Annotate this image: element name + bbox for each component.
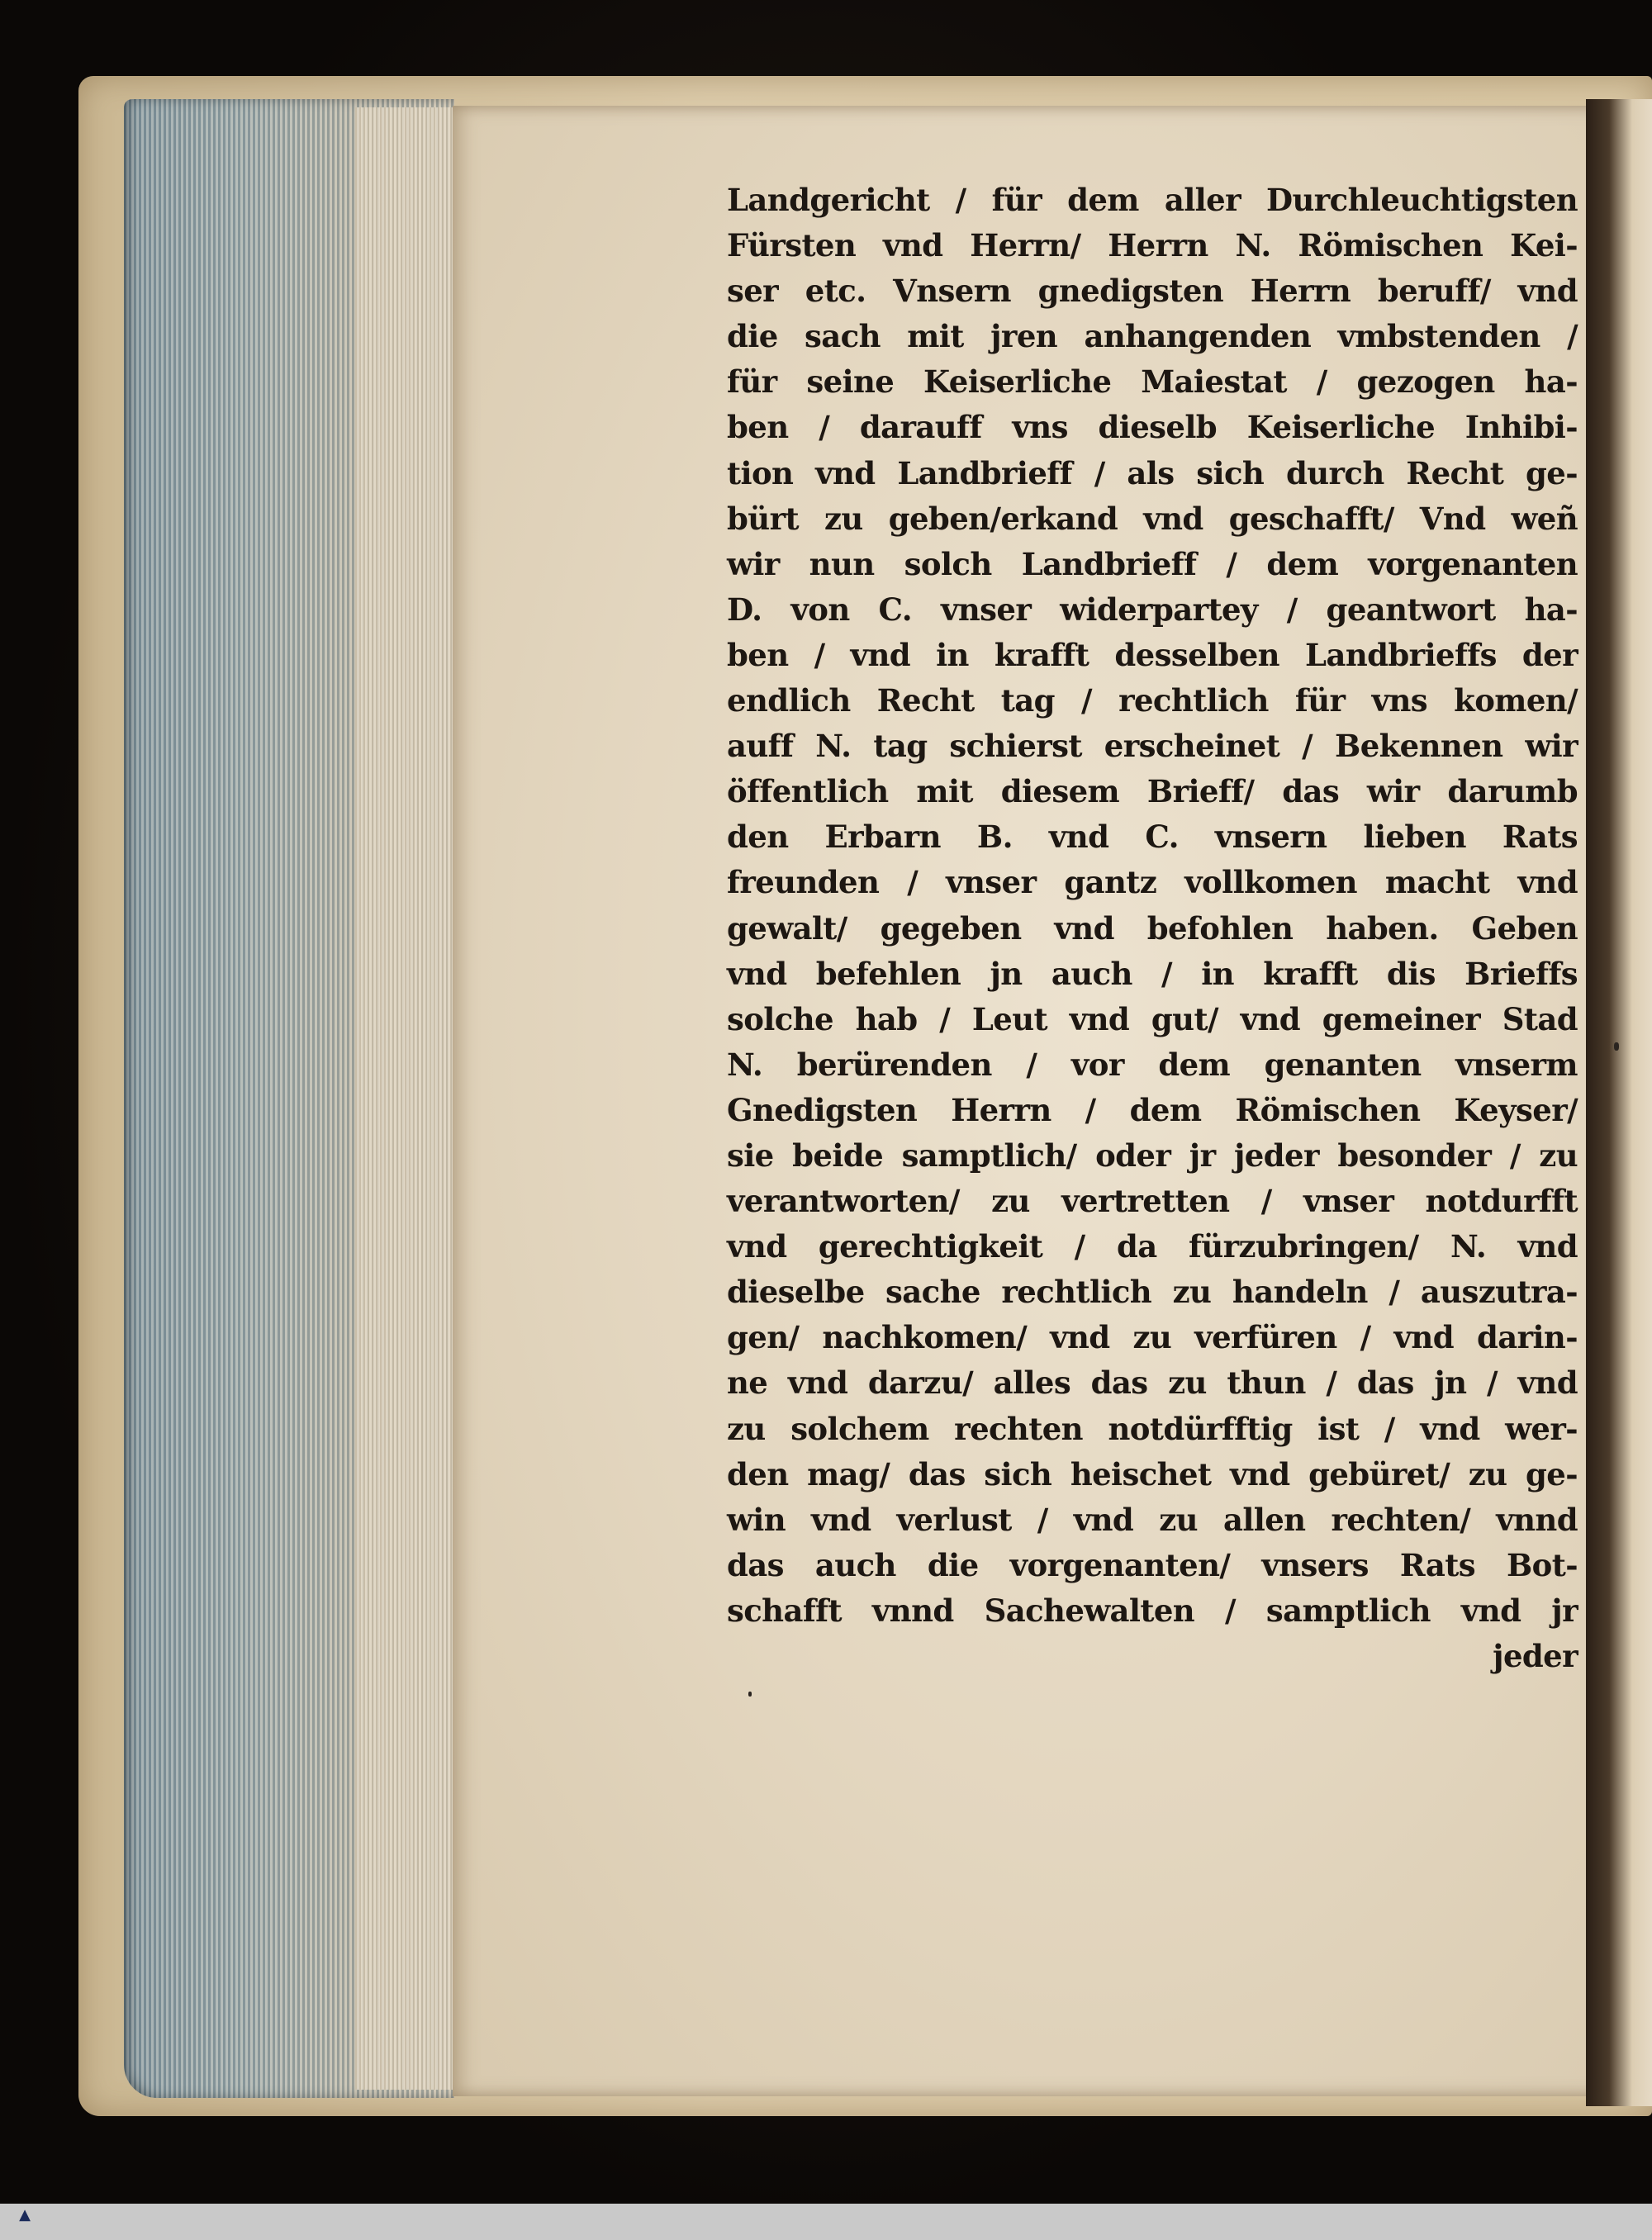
text-line: Gnedigsten Herrn / dem Römischen Keyser/ [727,1091,1578,1128]
text-line: gewalt/ gegeben vnd befohlen haben. Geben [727,909,1578,947]
text-line: das auch die vorgenanten/ vnsers Rats Bot- [727,1546,1578,1583]
text-line: endlich Recht tag / rechtlich für vns komen/ [727,682,1578,719]
text-line: ser etc. Vnsern gnedigsten Herrn beruff/ vnd [727,273,1578,310]
text-line: vnd befehlen jn auch / in krafft dis Brieffs [727,955,1578,992]
text-line: vnd gerechtigkeit / da fürzubringen/ N. vnd [727,1228,1578,1265]
text-line: tion vnd Landbrieff / als sich durch Recht ge- [727,454,1578,491]
text-line: verantworten/ zu vertretten / vnser notdurfft [727,1183,1578,1220]
text-line: solche hab / Leut vnd gut/ vnd gemeiner Stad [727,1000,1578,1037]
book-gutter [1586,99,1652,2106]
text-line: Landgericht / für dem aller Durchleuchtigsten [727,182,1578,218]
viewer-footer-bar [0,2204,1652,2240]
text-line: schafft vnnd Sachewalten / samptlich vnd jr [727,1592,1578,1629]
text-line: win vnd verlust / vnd zu allen rechten/ vnnd [727,1501,1578,1538]
text-line: ben / darauff vns dieselb Keiserliche Inhibi- [727,409,1578,446]
text-line: den mag/ das sich heischet vnd gebüret/ zu ge- [727,1455,1578,1493]
page-text-block [727,178,1578,1679]
text-line: sie beide samptlich/ oder jr jeder besonder / zu [727,1137,1578,1174]
text-line: freunden / vnser gantz vollkomen macht vnd [727,864,1578,901]
text-line: bürt zu geben/erkand vnd geschafft/ Vnd weñ [727,500,1578,537]
text-line: dieselbe sache rechtlich zu handeln / auszutra- [727,1274,1578,1311]
text-line: den Erbarn B. vnd C. vnsern lieben Rats [727,819,1578,856]
text-line: zu solchem rechten notdürfftig ist / vnd wer- [727,1410,1578,1447]
text-line: für seine Keiserliche Maiestat / gezogen ha- [727,363,1578,401]
text-line: gen/ nachkomen/ vnd zu verfüren / vnd darin- [727,1319,1578,1356]
text-line: Fürsten vnd Herrn/ Herrn N. Römischen Kei- [727,227,1578,264]
margin-speck [748,1692,752,1697]
text-line: wir nun solch Landbrieff / dem vorgenanten [727,545,1578,582]
text-line: ne vnd darzu/ alles das zu thun / das jn / vnd [727,1364,1578,1402]
text-line: die sach mit jren anhangenden vmbstenden / [727,318,1578,355]
library-seal-icon: ▲ [19,2206,31,2223]
text-line: auff N. tag schierst erscheinet / Bekennen wir [727,728,1578,765]
page-stack-edges [355,107,463,2090]
margin-speck [1614,1042,1619,1051]
text-line: jeder [1493,1638,1578,1674]
text-line: N. berürenden / vor dem genanten vnserm [727,1046,1578,1083]
text-line: ben / vnd in krafft desselben Landbrieffs der [727,636,1578,673]
text-line: D. von C. vnser widerpartey / geantwort ha- [727,591,1578,628]
text-line: öffentlich mit diesem Brieff/ das wir darumb [727,773,1578,810]
